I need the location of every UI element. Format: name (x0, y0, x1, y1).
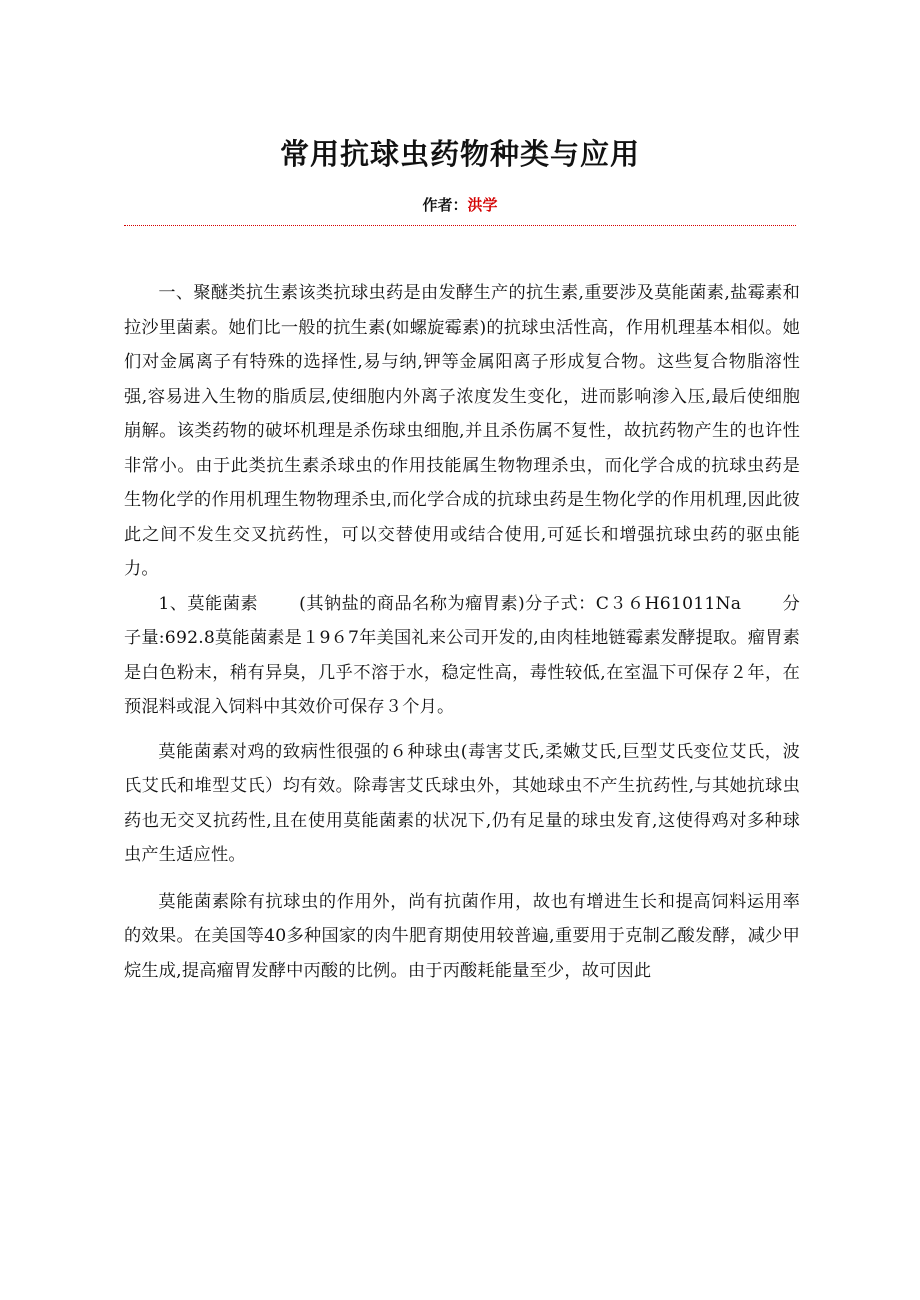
paragraph-polyether-antibiotics: 一、聚醚类抗生素该类抗球虫药是由发酵生产的抗生素,重要涉及莫能菌素,盐霉素和拉沙里菌素。她们比一般的抗生素(如螺旋霉素)的抗球虫活性高，作用机理基本相似。她们对金属离子有特殊的选择性,易与纳,钾等金属阳离子形成复合物。这些复合物脂溶性强,容易进入生物的脂质层,使细胞内外离子浓度发生变化，进而影响渗入压,最后使细胞崩解。该类药物的破坏机理是杀伤球虫细胞,并且杀伤属不复性，故抗药物产生的也许性非常小。由于此类抗生素杀球虫的作用技能属生物物理杀虫，而化学合成的抗球虫药是生物化学的作用机理生物物理杀虫,而化学合成的抗球虫药是生物化学的作用机理,因此彼此之间不发生交叉抗药性，可以交替使用或结合使用,可延长和增强抗球虫药的驱虫能力。 (124, 283, 800, 579)
page-title: 常用抗球虫药物种类与应用 (279, 137, 640, 171)
author-label: 作者： (422, 196, 468, 214)
document-body (124, 276, 800, 988)
author-line (0, 194, 920, 215)
title-divider (124, 225, 796, 226)
paragraph-monensin-properties: 1、莫能菌素 (其钠盐的商品名称为瘤胃素)分子式：C３６H61011Na 分子量:692.8莫能菌素是１9６7年美国礼来公司开发的,由肉桂地链霉素发酵提取。瘤胃素是白色粉末，稍有异臭，几乎不溶于水，稳定性高，毒性较低,在室温下可保存２年，在预混料或混入饲料中其效价可保存３个月。 (124, 593, 800, 717)
paragraph-monensin-efficacy: 莫能菌素对鸡的致病性很强的６种球虫(毒害艾氏,柔嫩艾氏,巨型艾氏变位艾氏，波氏艾氏和堆型艾氏）均有效。除毒害艾氏球虫外，其她球虫不产生抗药性,与其她抗球虫药也无交叉抗药性,且在使用莫能菌素的状况下,仍有足量的球虫发育,这使得鸡对多种球虫产生适应性。 (124, 741, 800, 865)
author-name: 洪学 (467, 196, 498, 214)
paragraph-monensin-other-effects: 莫能菌素除有抗球虫的作用外，尚有抗菌作用，故也有增进生长和提高饲料运用率的效果。在美国等40多种国家的肉牛肥育期使用较普遍,重要用于克制乙酸发酵，减少甲烷生成,提高瘤胃发酵中丙酸的比例。由于丙酸耗能量至少，故可因此 (124, 891, 800, 981)
